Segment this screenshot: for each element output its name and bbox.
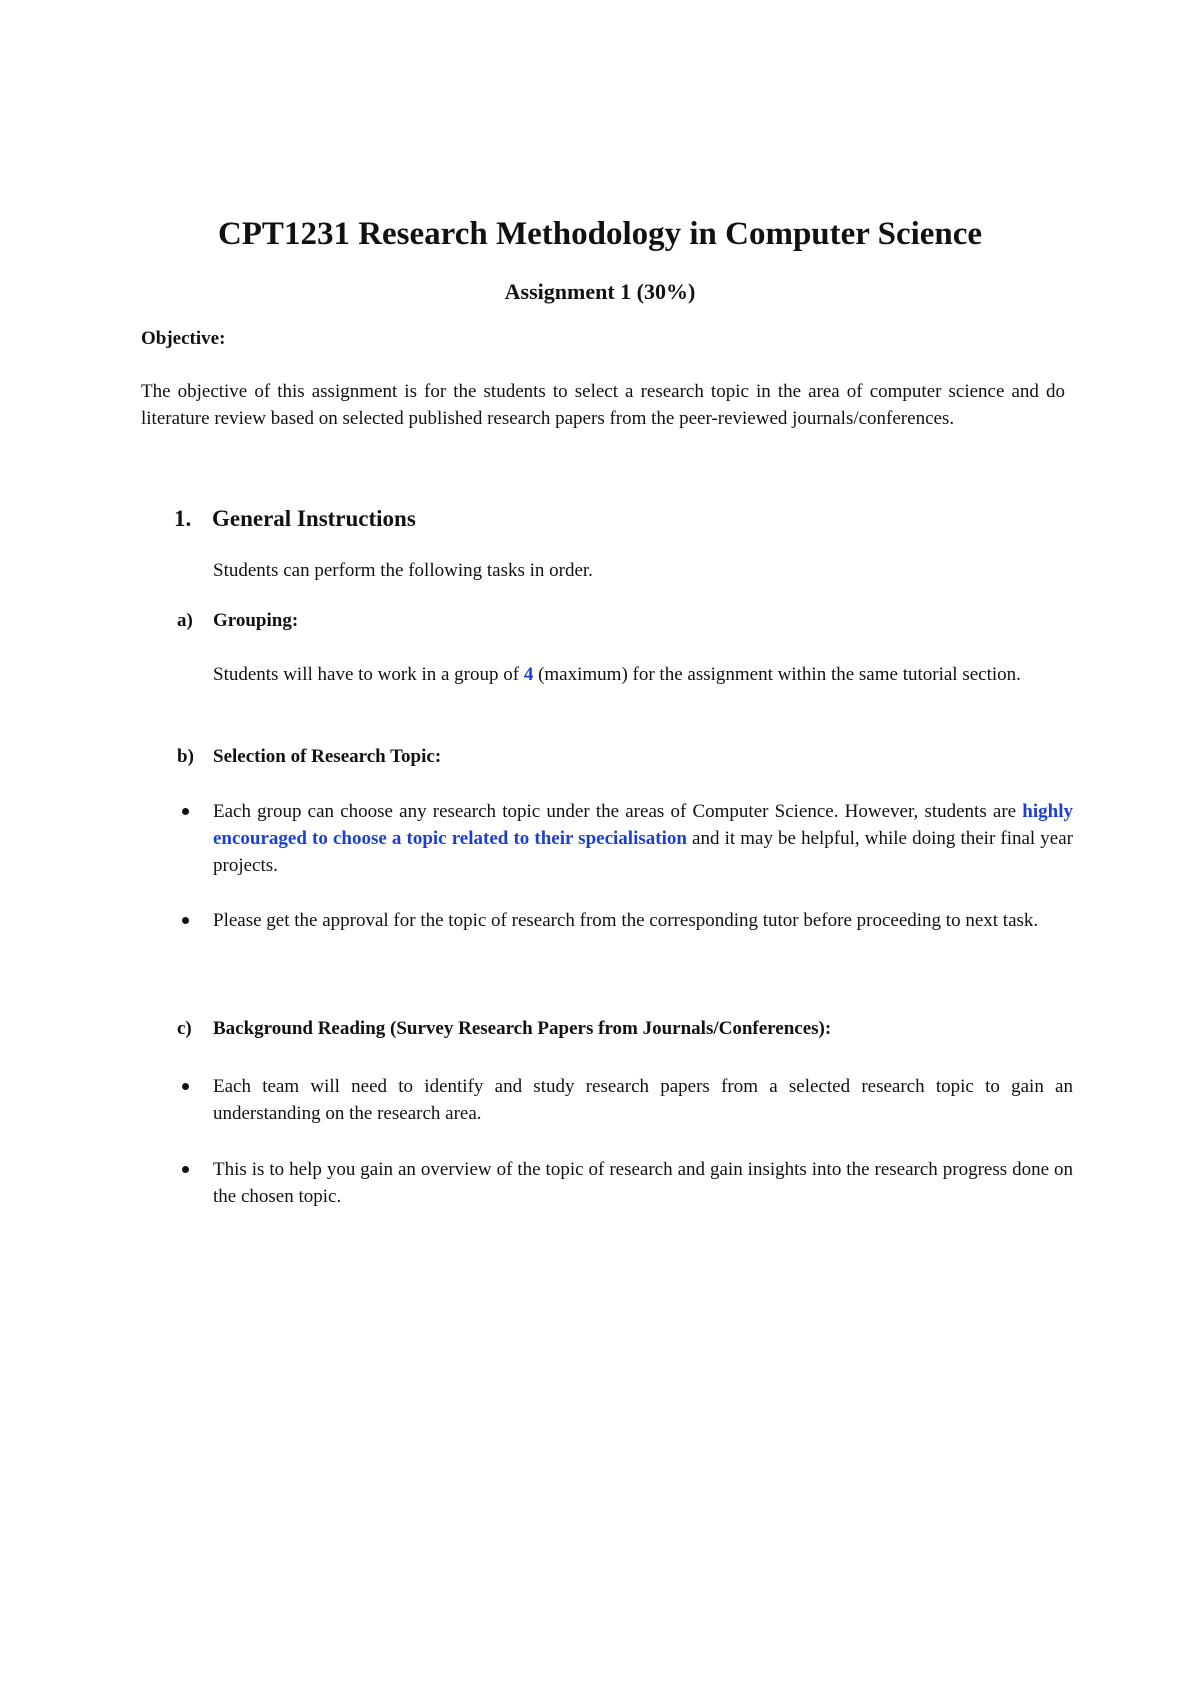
bullet-icon [182, 808, 189, 815]
section-title: General Instructions [212, 506, 416, 531]
selection-bullet2-text: Please get the approval for the topic of research from the corresponding tutor before proceeding to next task. [213, 910, 1039, 931]
list-item [177, 1073, 1073, 1127]
bullet-icon [182, 1083, 189, 1090]
selection-bullet1-after: and it may be helpful, while doing their final year projects. [213, 828, 1073, 876]
selection-bullet-list-2 [177, 907, 1073, 934]
background-bullet-list-1 [177, 1073, 1073, 1127]
grouping-text-after: (maximum) for the assignment within the same tutorial section. [533, 664, 1021, 685]
background-reading-heading [177, 1016, 831, 1042]
assignment-subtitle: Assignment 1 (30%) [504, 279, 696, 304]
grouping-heading [177, 608, 298, 634]
section-heading-general-instructions [174, 504, 416, 534]
specialisation-highlight: highly encouraged to choose a topic related to their specialisation [213, 801, 1073, 849]
background-title: Background Reading (Survey Research Papers from Journals/Conferences): [213, 1018, 832, 1039]
grouping-paragraph [213, 661, 1073, 688]
selection-bullet-list-1 [177, 798, 1073, 879]
objective-paragraph: The objective of this assignment is for the students to select a research topic in the area of computer science and do literature review based on selected published research papers from the peer-reviewed journals/conferences. [141, 381, 1065, 429]
bullet-icon [182, 1166, 189, 1173]
background-letter: c) [177, 1018, 192, 1039]
grouping-title: Grouping: [213, 610, 299, 631]
list-item [177, 1156, 1073, 1210]
bullet-icon [182, 917, 189, 924]
grouping-text-before: Students will have to work in a group of [213, 664, 524, 685]
list-item [177, 798, 1073, 879]
background-bullet1-text: Each team will need to identify and study research papers from a selected research topic to gain an understanding on the research area. [213, 1076, 1073, 1124]
document-title: CPT1231 Research Methodology in Computer Science [217, 216, 983, 252]
selection-bullet1-before: Each group can choose any research topic under the areas of Computer Science. However, students are [213, 801, 1023, 822]
grouping-letter: a) [177, 610, 193, 631]
background-bullet-list-2 [177, 1156, 1073, 1210]
objective-label: Objective: [141, 328, 226, 349]
list-item [177, 907, 1073, 934]
selection-heading [177, 744, 441, 770]
section-number: 1. [174, 506, 192, 531]
section-intro: Students can perform the following tasks in order. [213, 560, 593, 581]
background-bullet2-text: This is to help you gain an overview of the topic of research and gain insights into the research progress done on the chosen topic. [213, 1159, 1073, 1207]
selection-title: Selection of Research Topic: [213, 746, 442, 767]
group-size-highlight: 4 [523, 664, 534, 685]
selection-letter: b) [177, 746, 194, 767]
